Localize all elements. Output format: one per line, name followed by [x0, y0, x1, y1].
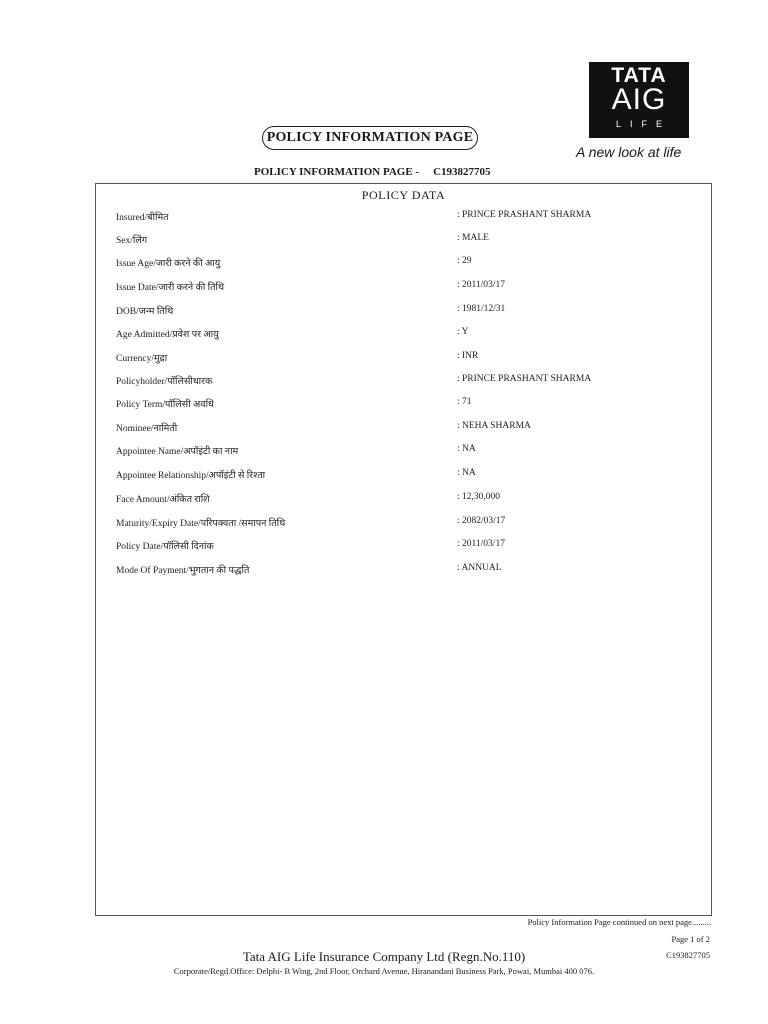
row-label: Policyholder/पॉलिसीधारक: [116, 377, 213, 387]
row-value: : ANNUAL: [457, 563, 502, 573]
page-title: POLICY INFORMATION PAGE: [262, 126, 478, 150]
row-value: : 2011/03/17: [457, 280, 505, 290]
tagline: A new look at life: [576, 144, 682, 160]
row-label: Mode Of Payment/भुगतान की पद्धति: [116, 566, 250, 576]
row-value: : PRINCE PRASHANT SHARMA: [457, 374, 592, 384]
row-label: Appointee Relationship/अपॉइंटी से रिश्ता: [116, 471, 266, 481]
row-value: : NA: [457, 444, 476, 454]
row-label: Issue Age/जारी करने की आयु: [116, 259, 221, 269]
row-value: : 71: [457, 397, 472, 407]
section-title: POLICY DATA: [361, 188, 446, 202]
footer-policy-code: C193827705: [666, 950, 710, 960]
row-label: Sex/लिंग: [116, 236, 148, 246]
row-label: Issue Date/जारी करने की तिथि: [116, 283, 225, 293]
row-value: : INR: [457, 351, 479, 361]
row-label: Currency/मुद्रा: [116, 354, 168, 364]
continued-note: Policy Information Page continued on next page.........: [527, 917, 711, 927]
subtitle-label: POLICY INFORMATION PAGE -: [254, 166, 420, 178]
row-value: : Y: [457, 327, 469, 337]
row-value: : 12,30,000: [457, 492, 501, 502]
company-name: Tata AIG Life Insurance Company Ltd (Regn.No.110): [242, 949, 526, 964]
tata-aig-logo: [589, 62, 689, 138]
policy-number: C193827705: [433, 166, 491, 178]
row-label: Policy Date/पॉलिसी दिनांक: [116, 542, 214, 552]
row-label: Maturity/Expiry Date/परिपक्वता /समापन तिथि: [116, 519, 286, 529]
row-label: Face Amount/अंकित राशि: [116, 495, 210, 505]
row-value: : NA: [457, 468, 476, 478]
policy-data-box: [95, 183, 712, 916]
row-value: : 2011/03/17: [457, 539, 505, 549]
row-label: Age Admitted/प्रवेश पर आयु: [116, 330, 219, 340]
row-value: : NEHA SHARMA: [457, 421, 531, 431]
page-number: Page 1 of 2: [671, 934, 710, 944]
page-subtitle: [254, 166, 491, 178]
row-label: Nominee/नामिती: [116, 424, 178, 434]
row-label: Appointee Name/अपॉइंटी का नाम: [116, 447, 239, 457]
row-value: : 29: [457, 256, 472, 266]
logo-line-aig: AIG: [611, 83, 667, 116]
row-label: Policy Term/पॉलिसी अवधि: [116, 400, 214, 410]
row-label: Insured/बीमित: [116, 213, 169, 223]
row-value: : MALE: [457, 233, 489, 243]
row-value: : PRINCE PRASHANT SHARMA: [457, 210, 592, 220]
row-value: : 1981/12/31: [457, 304, 506, 314]
logo-line-life: LIFE: [615, 119, 671, 129]
logo-line-tata: TATA: [611, 64, 667, 87]
row-value: : 2082/03/17: [457, 516, 506, 526]
company-address: Corporate/Regd.Office: Delphi- B Wing, 2nd Floor, Orchard Avenue, Hiranandani Business Park, Powai, Mumbai 400 076.: [173, 966, 595, 976]
row-label: DOB/जन्म तिथि: [116, 307, 174, 317]
